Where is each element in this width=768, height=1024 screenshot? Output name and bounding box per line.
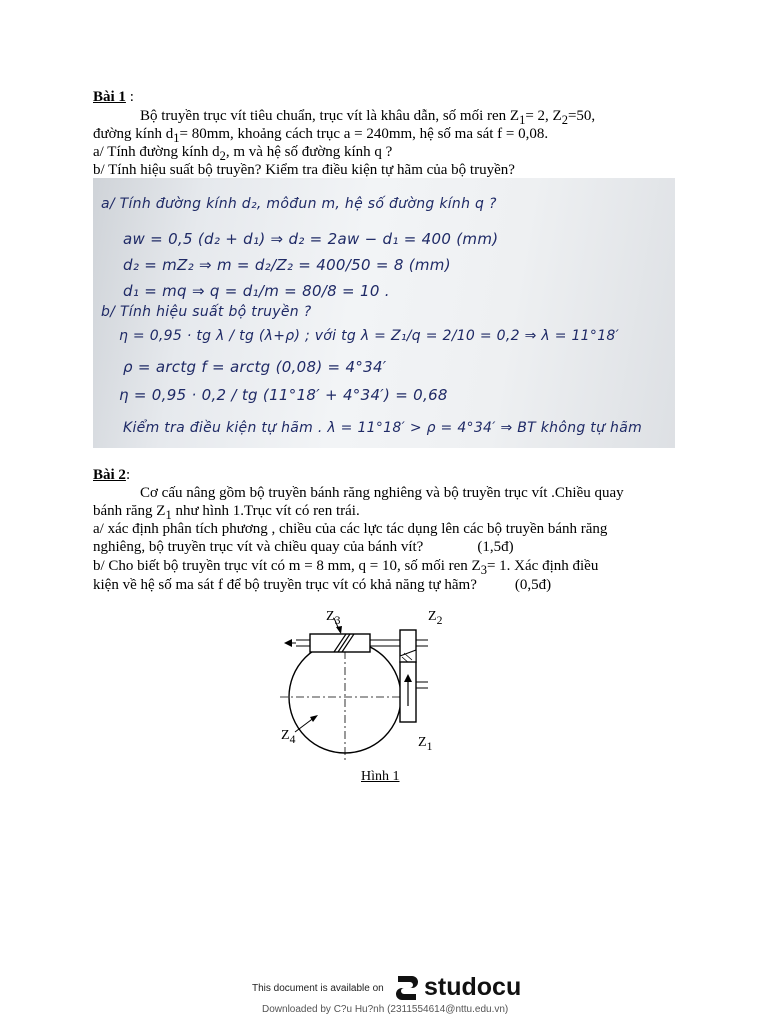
bai1-line1-sub1: 1 (519, 113, 526, 127)
label-z1-sub: 1 (426, 739, 433, 753)
bai1-title: Bài 1 (93, 89, 126, 105)
hw-line-3: d₂ = mZ₂ ⇒ m = d₂/Z₂ = 400/50 = 8 (mm) (123, 256, 451, 274)
bai1-line1-sub2: 2 (561, 113, 568, 127)
hw-line-8: η = 0,95 · 0,2 / tg (11°18′ + 4°34′) = 0,68 (119, 386, 448, 404)
label-z2-text: Z (428, 609, 437, 624)
bai1-line1-text: Bộ truyền trục vít tiêu chuẩn, trục vít là khâu dẫn, số mối ren Z (140, 108, 520, 124)
bai2-p1b-text: bánh răng Z (93, 503, 166, 519)
label-z4 (281, 726, 295, 749)
bai2-p2b (93, 538, 514, 557)
bai2-p2a: a/ xác định phân tích phương , chiều của các lực tác dụng lên các bộ truyền bánh răng (93, 521, 608, 537)
footer-downloaded-text: Downloaded by C?u Hu?nh (2311554614@nttu.edu.vn) (262, 1004, 509, 1015)
bai2-p1b-sub: 1 (165, 508, 172, 522)
bai2-title: Bài 2 (93, 467, 126, 483)
hw-line-2: aw = 0,5 (d₂ + d₁) ⇒ d₂ = 2aw − d₁ = 400 (mm) (123, 230, 499, 248)
hw-line-9: Kiểm tra điều kiện tự hãm . λ = 11°18′ > ρ = 4°34′ ⇒ BT không tự hãm (123, 420, 643, 436)
label-z3-sub: 3 (334, 613, 341, 627)
handwritten-solution-photo (93, 178, 675, 448)
bai2-p1a: Cơ cấu nâng gồm bộ truyền bánh răng nghiêng và bộ truyền trục vít .Chiều quay (140, 485, 624, 501)
figure-caption: Hình 1 (361, 769, 400, 784)
bai2-p3a-text: b/ Cho biết bộ truyền trục vít có m = 8 mm, q = 10, số mối ren Z (93, 558, 481, 574)
bai2-p2b-score: (1,5đ) (477, 539, 514, 555)
label-z3 (326, 607, 340, 630)
bai2-p1b-end: như hình 1.Trục vít có ren trái. (171, 503, 360, 519)
footer-available-text: This document is available on (252, 983, 384, 994)
z4-pointer-arrow-icon (310, 715, 318, 722)
bai1-title-suffix: : (125, 89, 134, 105)
bai1-line1-end: =50, (567, 108, 596, 124)
label-z2-sub: 2 (436, 613, 443, 627)
bai2-p3a-end: = 1. Xác định điều (486, 558, 599, 574)
hw-line-7: ρ = arctg f = arctg (0,08) = 4°34′ (123, 358, 387, 376)
bai2-heading (93, 466, 130, 485)
label-z2 (428, 607, 442, 630)
bai1-line2-text: đường kính d (93, 126, 174, 142)
bai1-line3-sub: 2 (219, 149, 226, 163)
hw-line-5: b/ Tính hiệu suất bộ truyền ? (101, 304, 312, 320)
bai2-p3b-score: (0,5đ) (514, 577, 552, 593)
bai1-line4: b/ Tính hiệu suất bộ truyền? Kiểm tra điều kiện tự hãm của bộ truyền? (93, 162, 515, 178)
label-z4-text: Z (281, 728, 290, 743)
label-z1-text: Z (418, 735, 427, 750)
bai2-p3b (93, 576, 551, 595)
bai1-line3-end: , m và hệ số đường kính q ? (225, 144, 393, 160)
bai2-p3b-text: kiện về hệ số ma sát f để bộ truyền trục vít có khả năng tự hãm? (93, 577, 477, 593)
label-z4-sub: 4 (289, 732, 296, 746)
bai2-p2b-text: nghiêng, bộ truyền trục vít và chiều quay của bánh vít? (93, 539, 424, 555)
label-z1 (418, 733, 432, 756)
bai1-line3-text: a/ Tính đường kính d (93, 144, 220, 160)
studocu-brand[interactable]: studocu (424, 973, 522, 1001)
bai1-heading (93, 88, 134, 107)
bai2-p3a-sub: 3 (480, 563, 487, 577)
hw-line-4: d₁ = mq ⇒ q = d₁/m = 80/8 = 10 . (123, 282, 390, 300)
bai1-line2-end: = 80mm, khoảng cách trục a = 240mm, hệ số ma sát f = 0,08. (179, 126, 549, 142)
hw-line-1: a/ Tính đường kính d₂, môđun m, hệ số đường kính q ? (101, 196, 497, 212)
label-z3-text: Z (326, 609, 335, 624)
studocu-logo-icon[interactable] (392, 972, 422, 1004)
bai2-title-suffix: : (125, 467, 131, 483)
bai1-line2-sub: 1 (173, 131, 180, 145)
hw-line-6: η = 0,95 · tg λ / tg (λ+ρ) ; với tg λ = Z₁/q = 2/10 = 0,2 ⇒ λ = 11°18′ (119, 328, 620, 344)
bai1-line1-mid: = 2, Z (525, 108, 562, 124)
